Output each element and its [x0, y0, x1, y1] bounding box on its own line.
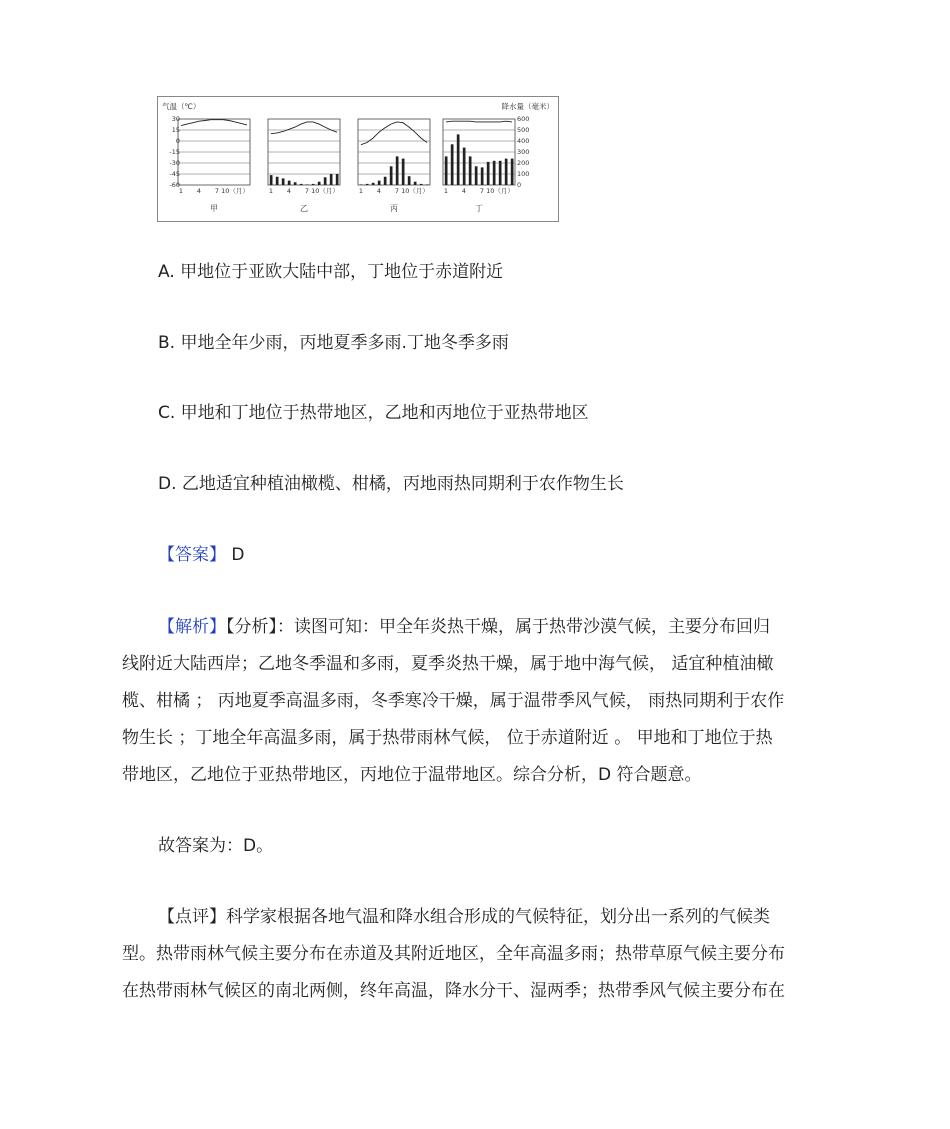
month-tick-label: 4 — [196, 187, 202, 195]
panel-name: 乙 — [300, 204, 308, 213]
analysis-line-5: 带地区，乙地位于亚热带地区，丙地位于温带地区。综合分析，D 符合题意。 — [122, 765, 702, 785]
month-tick-label: 10（月） — [401, 187, 429, 195]
precip-bar — [505, 159, 508, 185]
precip-bar — [306, 184, 309, 185]
precip-bar — [366, 184, 369, 185]
option-b: B. 甲地全年少雨，丙地夏季多雨.丁地冬季多雨 — [158, 333, 509, 353]
precip-bar — [463, 148, 466, 185]
month-tick-label: 10（月） — [486, 187, 514, 195]
precip-bar — [408, 176, 411, 185]
temp-curve — [446, 121, 512, 122]
precip-tick-label: 400 — [517, 137, 530, 146]
precip-bar — [288, 181, 291, 185]
analysis-line-2: 线附近大陆西岸；乙地冬季温和多雨，夏季炎热干燥，属于地中海气候， 适宜种植油橄 — [122, 654, 774, 674]
precip-bar — [420, 184, 423, 185]
answer-row — [158, 545, 245, 565]
month-tick-label: 10（月） — [221, 187, 249, 195]
precip-tick-label: 600 — [517, 115, 530, 124]
month-tick-label: 7 — [214, 187, 220, 195]
month-tick-label: 4 — [461, 187, 467, 195]
precip-bar — [414, 182, 417, 185]
option-a: A. 甲地位于亚欧大陆中部，丁地位于赤道附近 — [158, 262, 504, 282]
precip-tick-label: 100 — [517, 170, 530, 179]
comment-line-1: 【点评】科学家根据各地气温和降水组合形成的气候特征，划分出一系列的气候类 — [158, 907, 770, 927]
precip-tick-label: 500 — [517, 126, 530, 135]
precip-bar — [318, 182, 321, 185]
temp-tick-label: -30 — [169, 159, 180, 168]
panel-name: 甲 — [210, 204, 218, 213]
temp-curve — [271, 122, 337, 134]
analysis-line-4: 物生长 ；丁地全年高温多雨，属于热带雨林气候， 位于赤道附近 。 甲地和丁地位于热 — [122, 728, 773, 748]
precip-bar — [426, 184, 429, 185]
comment-line-2: 型。热带雨林气候主要分布在赤道及其附近地区，全年高温多雨；热带草原气候主要分布 — [122, 944, 785, 964]
precip-bar — [378, 181, 381, 185]
precip-bar — [324, 177, 327, 185]
analysis-line-1 — [158, 617, 878, 637]
conclusion: 故答案为：D。 — [158, 836, 274, 856]
temp-curve — [181, 120, 247, 126]
month-tick-label: 4 — [376, 187, 382, 195]
analysis-label: 【解析】 — [158, 617, 226, 637]
precip-bar — [475, 166, 478, 185]
precip-bar — [481, 167, 484, 185]
temp-tick-label: -15 — [169, 148, 180, 157]
precip-bar — [312, 184, 315, 185]
temp-tick-label: -45 — [169, 170, 180, 179]
temp-curve — [361, 122, 427, 145]
climate-chart-svg — [158, 97, 558, 221]
precip-bar — [493, 161, 496, 185]
month-tick-label: 7 — [304, 187, 310, 195]
month-tick-label: 10（月） — [311, 187, 339, 195]
option-c: C. 甲地和丁地位于热带地区，乙地和丙地位于亚热带地区 — [158, 403, 589, 423]
precip-bar — [384, 177, 387, 185]
temp-tick-label: 15 — [171, 126, 180, 135]
panel-name: 丙 — [390, 204, 398, 213]
precip-bar — [457, 134, 460, 185]
month-tick-label: 1 — [178, 187, 184, 195]
precip-bar — [402, 159, 405, 185]
option-d: D. 乙地适宜种植油橄榄、柑橘，丙地雨热同期利于农作物生长 — [158, 474, 624, 494]
temp-tick-label: 0 — [175, 137, 180, 146]
month-tick-label: 7 — [394, 187, 400, 195]
precip-bar — [469, 156, 472, 185]
precip-bar — [499, 161, 502, 185]
precip-bar — [511, 159, 514, 185]
precip-bar — [336, 174, 339, 185]
analysis-line-3: 榄、柑橘 ； 丙地夏季高温多雨，冬季寒冷干燥，属于温带季风气候， 雨热同期利于农作 — [122, 691, 785, 711]
precip-bar — [445, 156, 448, 185]
panel-name: 丁 — [475, 204, 483, 213]
precip-bar — [390, 166, 393, 185]
answer-value: D — [231, 545, 245, 565]
month-tick-label: 1 — [358, 187, 364, 195]
month-tick-label: 1 — [268, 187, 274, 195]
month-tick-label: 7 — [479, 187, 485, 195]
precip-bar — [360, 184, 363, 185]
climate-chart-figure — [157, 96, 559, 222]
comment-line-3: 在热带雨林气候区的南北两侧，终年高温，降水分干、湿两季；热带季风气候主要分布在 — [122, 981, 785, 1001]
precip-bar — [487, 162, 490, 185]
temp-tick-label: -60 — [169, 181, 180, 190]
precip-bar — [451, 144, 454, 185]
analysis-text-1: 【分析】：读图可知：甲全年炎热干燥，属于热带沙漠气候，主要分布回归 — [226, 617, 770, 637]
month-tick-label: 4 — [286, 187, 292, 195]
precip-bar — [330, 174, 333, 185]
precip-tick-label: 200 — [517, 159, 530, 168]
precip-bar — [300, 184, 303, 185]
temp-axis-label: 气温（℃） — [162, 102, 201, 111]
precip-bar — [294, 182, 297, 185]
precip-bar — [372, 183, 375, 185]
precip-bar — [276, 177, 279, 185]
precip-tick-label: 300 — [517, 148, 530, 157]
temp-tick-label: 30 — [171, 115, 180, 124]
month-tick-label: 1 — [443, 187, 449, 195]
precip-bar — [270, 175, 273, 185]
precip-axis-label: 降水量（毫米） — [501, 102, 554, 111]
precip-tick-label: 0 — [517, 181, 522, 190]
precip-bar — [282, 178, 285, 185]
answer-label: 【答案】 — [158, 545, 226, 565]
precip-bar — [396, 156, 399, 185]
